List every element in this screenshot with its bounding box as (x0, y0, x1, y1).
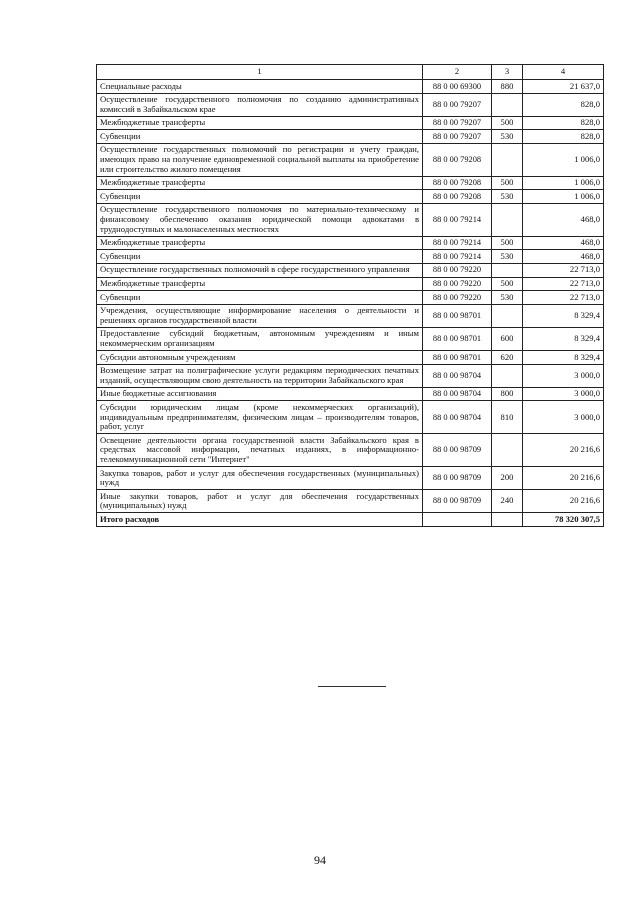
header-col-name: 1 (97, 65, 423, 80)
budget-table (96, 64, 604, 527)
row-code: 88 0 00 98701 (423, 304, 492, 327)
table-row (97, 351, 604, 365)
row-code: 88 0 00 79207 (423, 116, 492, 130)
row-name: Учреждения, осуществляющие информирование населения о деятельности и решениях органов государственной власти (97, 304, 423, 327)
row-code: 88 0 00 79208 (423, 190, 492, 204)
total-row (97, 513, 604, 527)
row-code: 88 0 00 79208 (423, 176, 492, 190)
row-vr (492, 364, 523, 387)
header-col-code: 2 (423, 65, 492, 80)
table-row (97, 203, 604, 236)
row-name: Осуществление государственного полномочия по созданию административных комиссий в Забайкальском крае (97, 93, 423, 116)
row-code: 88 0 00 79214 (423, 203, 492, 236)
row-name: Иные бюджетные ассигнования (97, 387, 423, 401)
row-code: 88 0 00 79208 (423, 143, 492, 176)
row-name: Осуществление государственных полномочий по регистрации и учету граждан, имеющих право на получение единовременной социальной выплаты на приобретение или строительство жилого помещения (97, 143, 423, 176)
row-vr: 600 (492, 327, 523, 350)
row-vr (492, 263, 523, 277)
row-name: Осуществление государственного полномочия по материально-техническому и финансовому обеспечению оказания юридической помощи адвокатами в труднодоступных и малонаселенных местностях (97, 203, 423, 236)
table-row (97, 176, 604, 190)
row-code: 88 0 00 98709 (423, 490, 492, 513)
row-vr (492, 203, 523, 236)
row-sum: 468,0 (523, 203, 604, 236)
row-code: 88 0 00 69300 (423, 80, 492, 94)
row-sum: 21 637,0 (523, 80, 604, 94)
row-vr (492, 143, 523, 176)
row-vr: 500 (492, 176, 523, 190)
row-name: Межбюджетные трансферты (97, 277, 423, 291)
row-vr: 530 (492, 291, 523, 305)
row-vr: 530 (492, 190, 523, 204)
row-name: Специальные расходы (97, 80, 423, 94)
total-vr-empty (492, 513, 523, 527)
row-sum: 3 000,0 (523, 401, 604, 434)
row-name: Субвенции (97, 190, 423, 204)
table-row (97, 263, 604, 277)
row-code: 88 0 00 98701 (423, 327, 492, 350)
row-vr: 500 (492, 277, 523, 291)
table-row (97, 80, 604, 94)
end-divider (318, 686, 386, 687)
row-name: Иные закупки товаров, работ и услуг для обеспечения государственных (муниципальных) нужд (97, 490, 423, 513)
row-sum: 8 329,4 (523, 304, 604, 327)
row-sum: 828,0 (523, 116, 604, 130)
table-row (97, 143, 604, 176)
total-sum: 78 320 307,5 (523, 513, 604, 527)
total-label: Итого расходов (97, 513, 423, 527)
row-name: Межбюджетные трансферты (97, 116, 423, 130)
row-code: 88 0 00 79220 (423, 277, 492, 291)
row-code: 88 0 00 79214 (423, 236, 492, 250)
table-row (97, 304, 604, 327)
row-sum: 8 329,4 (523, 351, 604, 365)
row-vr: 800 (492, 387, 523, 401)
row-vr: 240 (492, 490, 523, 513)
table-row (97, 190, 604, 204)
row-sum: 8 329,4 (523, 327, 604, 350)
row-sum: 20 216,6 (523, 490, 604, 513)
row-sum: 22 713,0 (523, 263, 604, 277)
row-code: 88 0 00 98709 (423, 467, 492, 490)
table-row (97, 434, 604, 467)
page-number: 94 (314, 853, 326, 867)
row-name: Возмещение затрат на полиграфические услуги редакциям периодических печатных изданий, осуществляющим свою деятельность на территории Забайкальского края (97, 364, 423, 387)
table-row (97, 93, 604, 116)
row-code: 88 0 00 79207 (423, 130, 492, 144)
row-sum: 20 216,6 (523, 467, 604, 490)
header-row (97, 65, 604, 80)
row-sum: 468,0 (523, 250, 604, 264)
table-row (97, 291, 604, 305)
row-vr: 810 (492, 401, 523, 434)
table-row (97, 130, 604, 144)
row-sum: 20 216,6 (523, 434, 604, 467)
row-name: Субвенции (97, 130, 423, 144)
row-code: 88 0 00 79207 (423, 93, 492, 116)
table-row (97, 327, 604, 350)
row-code: 88 0 00 98704 (423, 364, 492, 387)
row-vr: 500 (492, 236, 523, 250)
row-code: 88 0 00 79214 (423, 250, 492, 264)
row-code: 88 0 00 98704 (423, 387, 492, 401)
row-name: Субвенции (97, 291, 423, 305)
row-name: Предоставление субсидий бюджетным, автономным учреждениям и иным некоммерческим организациям (97, 327, 423, 350)
row-name: Межбюджетные трансферты (97, 176, 423, 190)
row-name: Субсидии юридическим лицам (кроме некоммерческих организаций), индивидуальным предпринимателям, физическим лицам – производителям товаров, работ, услуг (97, 401, 423, 434)
row-vr (492, 304, 523, 327)
row-name: Межбюджетные трансферты (97, 236, 423, 250)
row-sum: 3 000,0 (523, 364, 604, 387)
row-sum: 22 713,0 (523, 291, 604, 305)
row-code: 88 0 00 79220 (423, 291, 492, 305)
table-row (97, 250, 604, 264)
row-vr (492, 434, 523, 467)
table-row (97, 116, 604, 130)
table-row (97, 387, 604, 401)
table-row (97, 467, 604, 490)
row-sum: 3 000,0 (523, 387, 604, 401)
total-code-empty (423, 513, 492, 527)
row-sum: 1 006,0 (523, 176, 604, 190)
table-row (97, 277, 604, 291)
row-vr: 500 (492, 116, 523, 130)
row-sum: 828,0 (523, 130, 604, 144)
table-row (97, 364, 604, 387)
row-name: Субвенции (97, 250, 423, 264)
table-row (97, 490, 604, 513)
row-name: Осуществление государственных полномочий в сфере государственного управления (97, 263, 423, 277)
row-code: 88 0 00 98709 (423, 434, 492, 467)
row-code: 88 0 00 98701 (423, 351, 492, 365)
table-row (97, 236, 604, 250)
row-name: Субсидии автономным учреждениям (97, 351, 423, 365)
row-vr: 620 (492, 351, 523, 365)
row-sum: 468,0 (523, 236, 604, 250)
row-vr: 530 (492, 130, 523, 144)
row-sum: 1 006,0 (523, 190, 604, 204)
row-vr: 880 (492, 80, 523, 94)
row-sum: 22 713,0 (523, 277, 604, 291)
header-col-vr: 3 (492, 65, 523, 80)
header-col-sum: 4 (523, 65, 604, 80)
row-sum: 1 006,0 (523, 143, 604, 176)
row-code: 88 0 00 79220 (423, 263, 492, 277)
table-row (97, 401, 604, 434)
row-vr: 530 (492, 250, 523, 264)
row-name: Закупка товаров, работ и услуг для обеспечения государственных (муниципальных) нужд (97, 467, 423, 490)
row-vr: 200 (492, 467, 523, 490)
row-sum: 828,0 (523, 93, 604, 116)
row-name: Освещение деятельности органа государственной власти Забайкальского края в средствах массовой информации, печатных изданиях, в информационно-телекоммуникационной сети "Интернет" (97, 434, 423, 467)
row-code: 88 0 00 98704 (423, 401, 492, 434)
row-vr (492, 93, 523, 116)
